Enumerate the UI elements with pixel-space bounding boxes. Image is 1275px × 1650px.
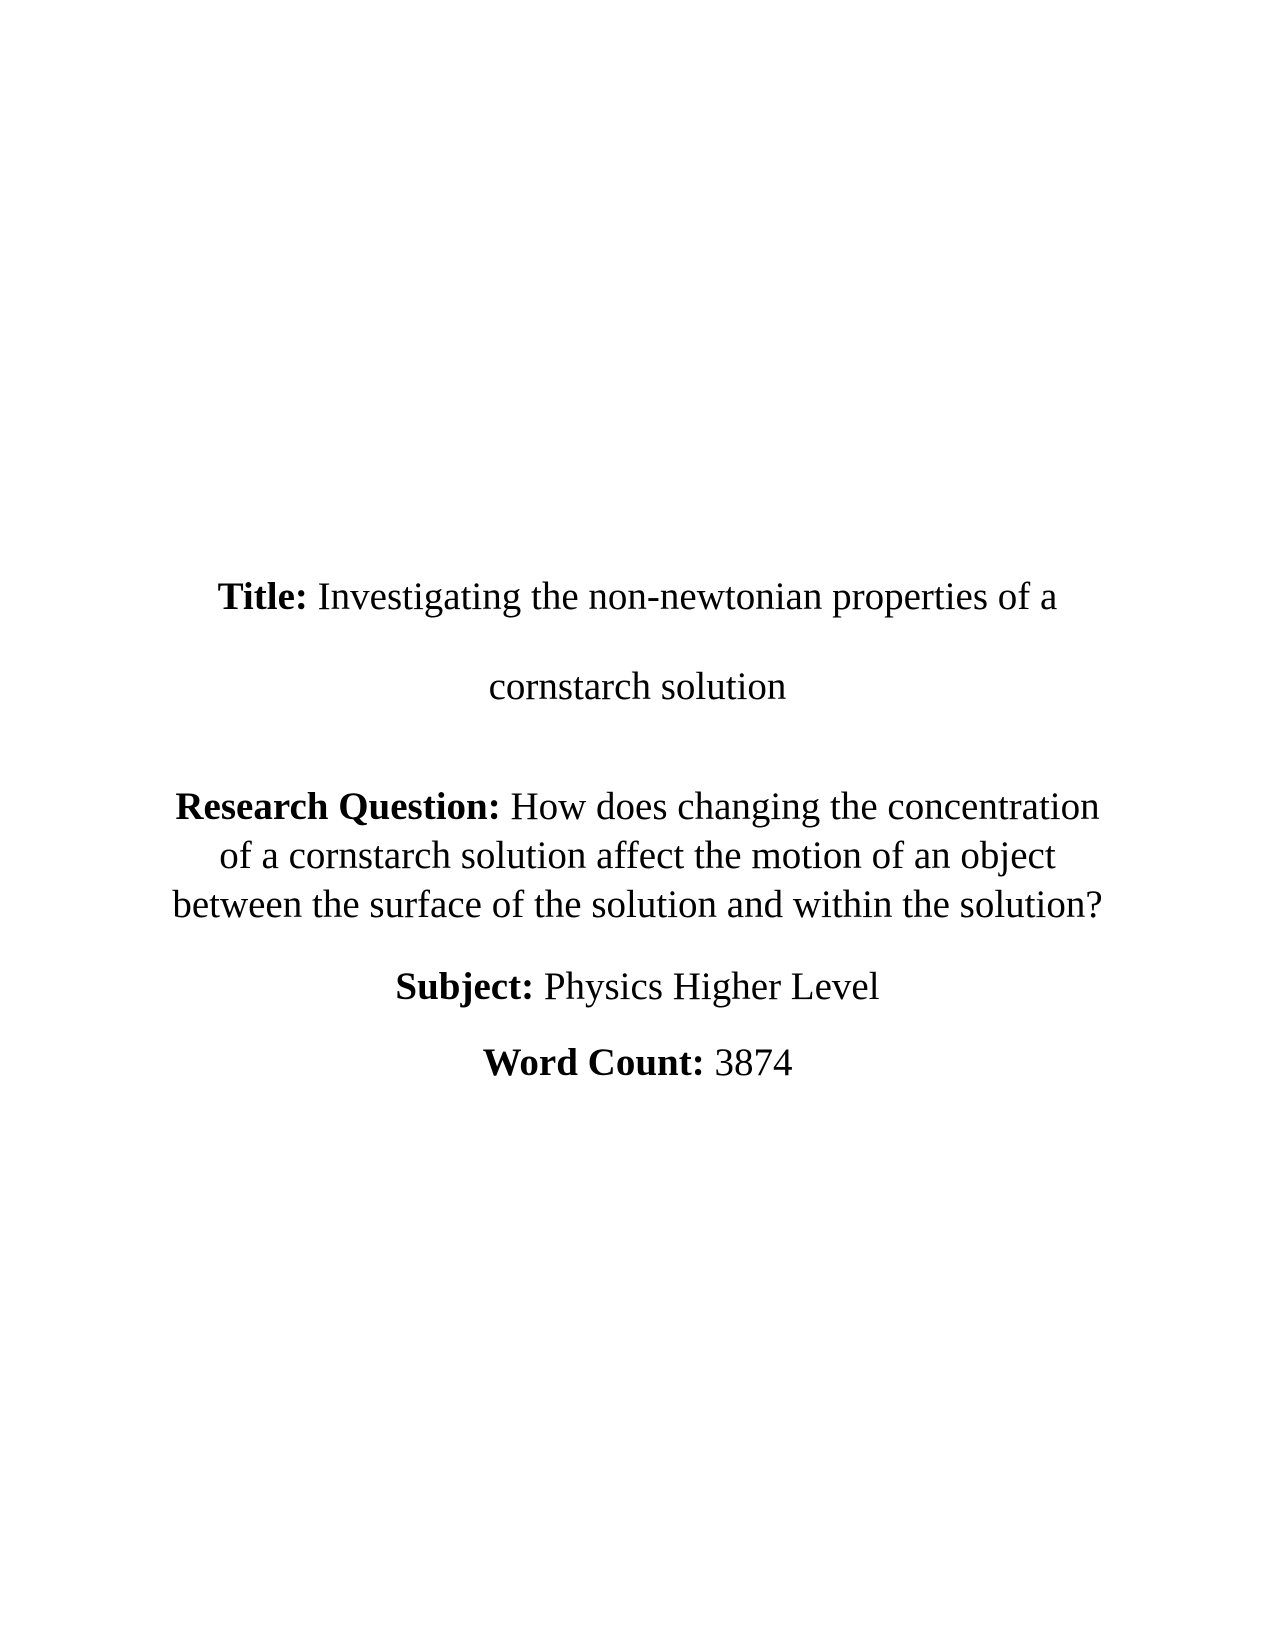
- word-count-label: Word Count:: [482, 1041, 705, 1084]
- research-question: [0, 782, 1275, 929]
- research-question-line-1-text: How does changing the concentration: [500, 785, 1100, 828]
- subject-value: Physics Higher Level: [534, 965, 880, 1008]
- title-line-1-text: Investigating the non-newtonian properties of a: [307, 575, 1058, 618]
- subject-label: Subject:: [395, 965, 535, 1008]
- word-count-line: [0, 1038, 1275, 1087]
- document-title: [0, 552, 1275, 732]
- research-question-label: Research Question:: [175, 785, 501, 828]
- research-question-line-3: between the surface of the solution and within the solution?: [172, 883, 1103, 926]
- research-question-line-1: [0, 782, 1275, 831]
- title-label: Title:: [217, 575, 308, 618]
- word-count-value: 3874: [704, 1041, 793, 1084]
- title-line-2: cornstarch solution: [488, 665, 787, 708]
- subject-line: [0, 962, 1275, 1011]
- title-line-1: [0, 552, 1275, 642]
- research-question-line-2: of a cornstarch solution affect the motion of an object: [219, 834, 1056, 877]
